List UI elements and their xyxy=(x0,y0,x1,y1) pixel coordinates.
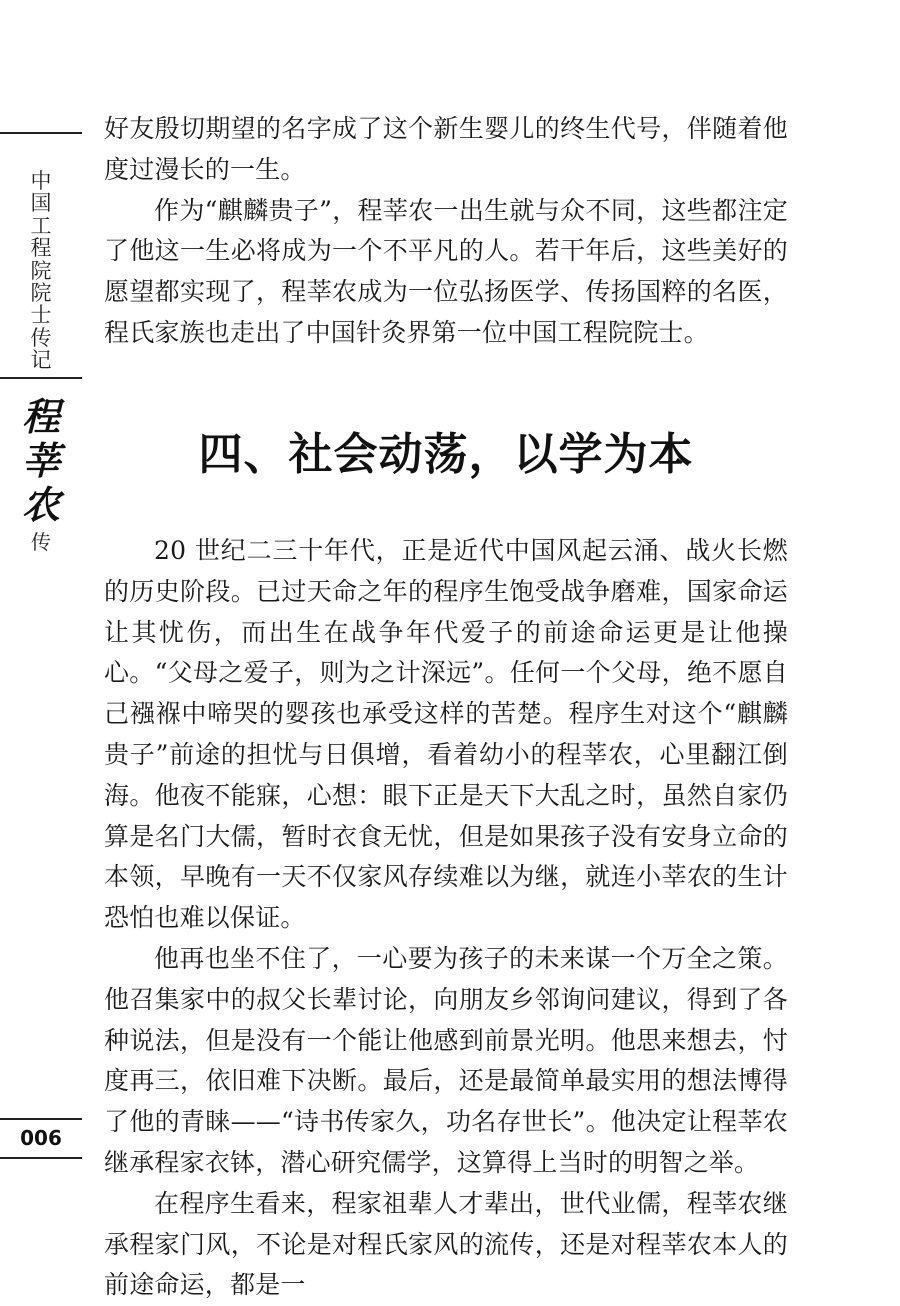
paragraph: 好友殷切期望的名字成了这个新生婴儿的终生代号，伴随着他度过漫长的一生。 xyxy=(104,114,788,184)
sidebar-rule-page xyxy=(0,1118,82,1120)
paragraph: 在程序生看来，程家祖辈人才辈出，世代业儒，程莘农继承程家门风，不论是对程氏家风的流传，还是对程莘农本人的前途命运，都是一 xyxy=(104,1188,788,1300)
sidebar xyxy=(0,0,82,1282)
paragraph: 20 世纪二三十年代，正是近代中国风起云涌、战火长燃的历史阶段。已过天命之年的程序生饱受战争磨难，国家命运让其忧伤，而出生在战争年代爱子的前途命运更是让他操心。“父母之爱子，则为之计深远”。任何一个父母，绝不愿自己襁褓中啼哭的婴孩也承受这样的苦楚。程序生对这个“麒麟贵子”前途的担忧与日俱增，看着幼小的程莘农，心里翻江倒海。他夜不能寐，心想：眼下正是天下大乱之时，虽然自家仍算是名门大儒，暂时衣食无忧，但是如果孩子没有安身立命的本领，早晚有一天不仅家风存续难以为继，就连小莘农的生计恐怕也难以保证。 xyxy=(104,536,788,933)
page-number: 006 xyxy=(20,1126,62,1150)
top-text-block xyxy=(104,109,788,354)
sidebar-rule-bottom xyxy=(0,1157,82,1159)
paragraph: 他再也坐不住了，一心要为孩子的未来谋一个万全之策。他召集家中的叔父长辈讨论，向朋友乡邻询问建议，得到了各种说法，但是没有一个能让他感到前景光明。他思来想去，忖度再三，依旧难下决断。最后，还是最简单最实用的想法博得了他的青睐——“诗书传家久，功名存世长”。他决定让程莘农继承程家衣钵，潜心研究儒学，这算得上当时的明智之举。 xyxy=(104,943,788,1177)
sidebar-rule-middle xyxy=(0,377,82,379)
section-text-block xyxy=(104,531,788,1306)
section-heading: 四、社会动荡，以学为本 xyxy=(198,429,694,480)
paragraph: 作为“麒麟贵子”，程莘农一出生就与众不同，这些都注定了他这一生必将成为一个不平凡的人。若干年后，这些美好的愿望都实现了，程莘农成为一位弘扬医学、传扬国粹的名医，程氏家族也走出了中国针灸界第一位中国工程院院士。 xyxy=(104,195,788,347)
sidebar-rule-top xyxy=(0,132,82,134)
biography-suffix: 传 xyxy=(31,530,51,554)
biography-name: 程莘农 xyxy=(21,394,60,527)
series-title: 中国工程院院士传记 xyxy=(30,169,52,373)
